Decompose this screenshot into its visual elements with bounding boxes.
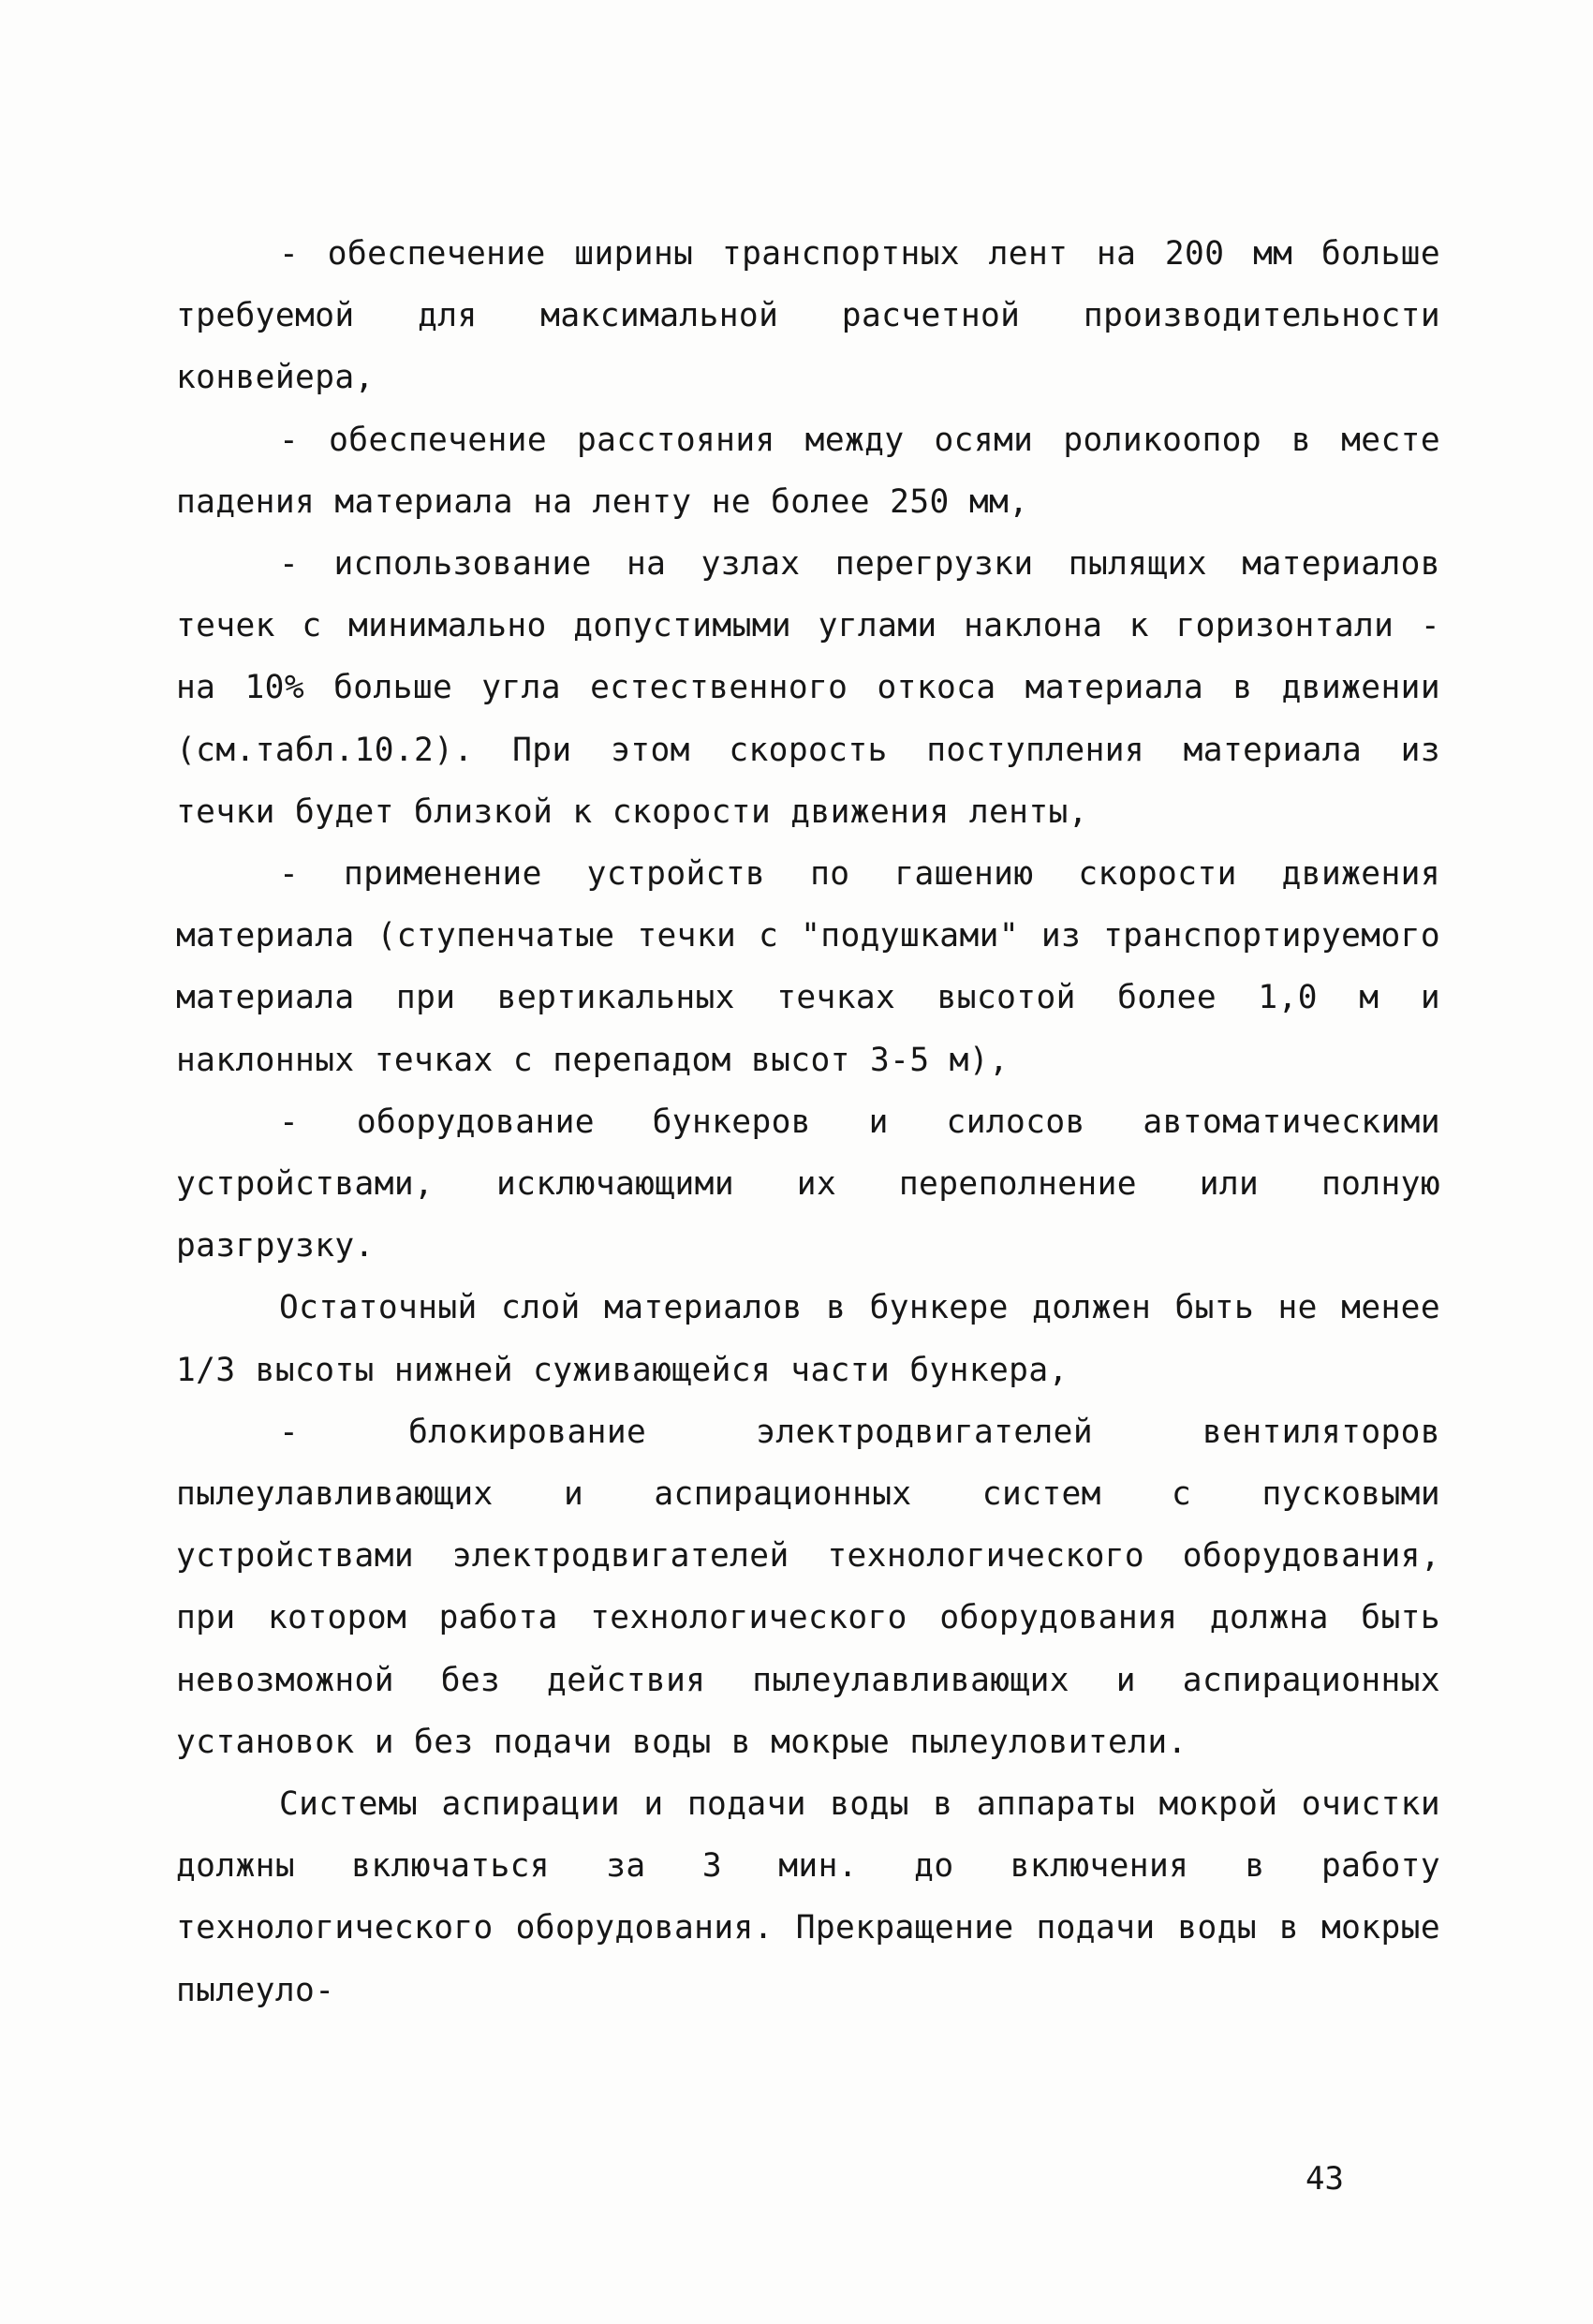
document-body	[176, 223, 1440, 2021]
paragraph-belt-width: - обеспечение ширины транспортных лент на 200 мм больше требуемой для максимальной расчетной производительности конвейера,	[176, 235, 1440, 397]
paragraph-residual-layer: Остаточный слой материалов в бункере должен быть не менее 1/3 высоты нижней суживающейся части бункера,	[176, 1289, 1440, 1389]
paragraph-bunker-equipment: - оборудование бункеров и силосов автоматическими устройствами, исключающими их переполнение или полную разгрузку.	[176, 1103, 1440, 1266]
page-number: 43	[1305, 2160, 1344, 2198]
paragraph-motor-interlock: - блокирование электродвигателей вентиляторов пылеулавливающих и аспирационных систем с пусковыми устройствами электродвигателей технологического оборудования, при котором работа технологического оборудования должна быть невозможной без действия пылеулавливающих и аспирационных установок и без подачи воды в мокрые пылеуловители.	[176, 1413, 1440, 1761]
paragraph-aspiration-start: Системы аспирации и подачи воды в аппараты мокрой очистки должны включаться за 3 мин. до включения в работу технологического оборудования. Прекращение подачи воды в мокрые пылеуло-	[176, 1785, 1440, 2009]
paragraph-roller-spacing: - обеспечение расстояния между осями роликоопор в месте падения материала на ленту не более 250 мм,	[176, 421, 1440, 521]
paragraph-chute-angles: - использование на узлах перегрузки пылящих материалов течек с минимально допустимыми углами наклона к горизонтали - на 10% больше угла естественного откоса материала в движении (см.табл.10.2). При этом скорость поступления материала из течки будет близкой к скорости движения ленты,	[176, 545, 1440, 831]
paragraph-speed-damping: - применение устройств по гашению скорости движения материала (ступенчатые течки с "подушками" из транспортируемого материала при вертикальных течках высотой более 1,0 м и наклонных течках с перепадом высот 3-5 м),	[176, 855, 1440, 1079]
